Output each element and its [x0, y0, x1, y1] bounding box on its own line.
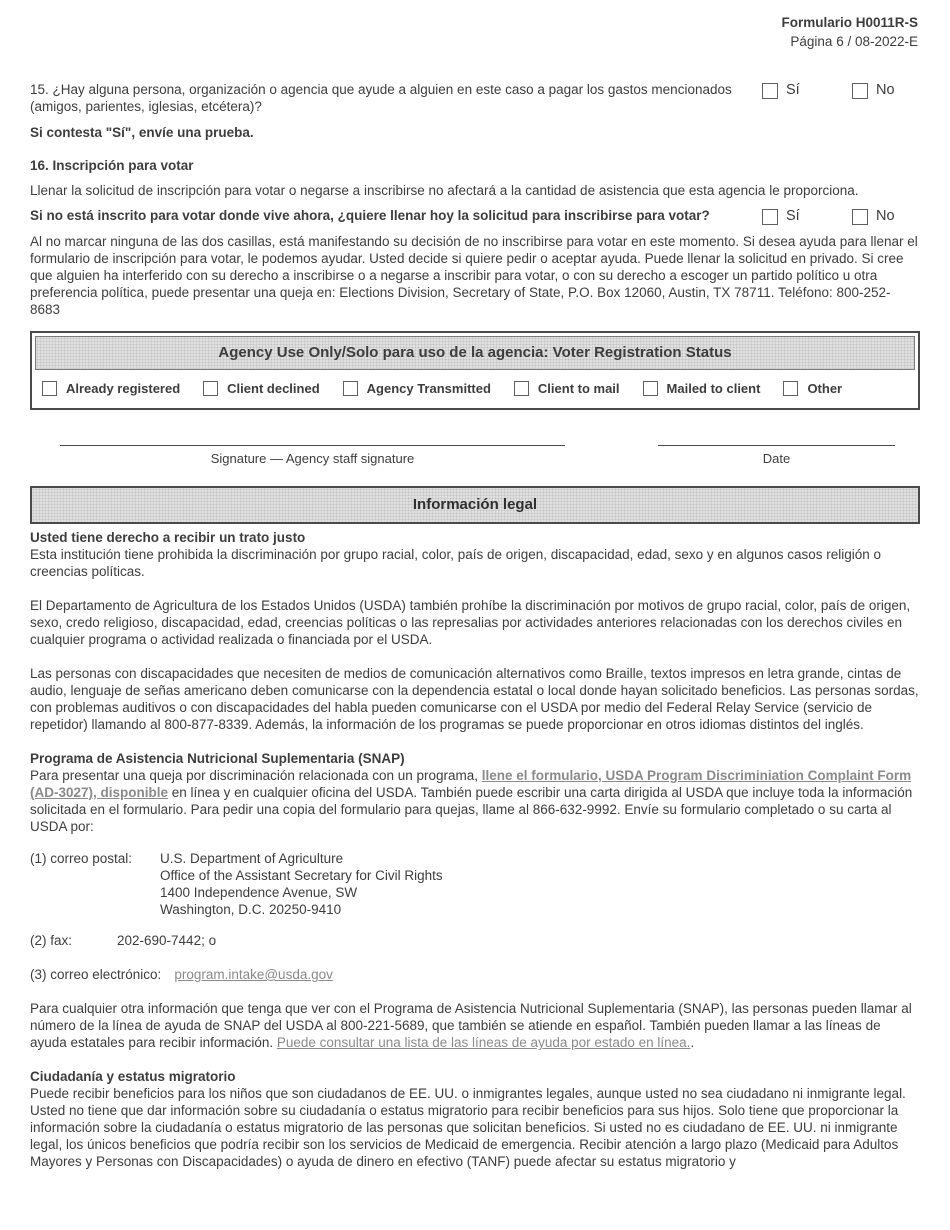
question-15-text: 15. ¿Hay alguna persona, organización o agencia que ayude a alguien en este caso a pagar los gastos mencionados (amigos, parientes, iglesias, etcétera)?: [30, 82, 732, 114]
other-label: Other: [807, 381, 843, 396]
snap-helpline-paragraph: [30, 1000, 920, 1051]
snap-heading: Programa de Asistencia Nutricional Suplementaria (SNAP): [30, 751, 405, 766]
legal-info-title: Información legal: [412, 496, 538, 513]
q16-note: Al no marcar ninguna de las dos casillas, está manifestando su decisión de no inscribirse para votar en este momento. Si desea ayuda para llenar el formulario de inscripción para votar, le podemos ayudar. Usted decide si quiere pedir o aceptar ayuda. Puede llenar la solicitud en privado. Si cree que alguien ha interferido con su derecho a inscribirse o a negarse a inscribir para votar, o con su derecho a escoger un partido político u otra preferencia política, puede presentar una queja en: Elections Division, Secretary of State, P.O. Box 12060, Austin, TX 78711. Teléfono: 800-252-8683: [30, 234, 918, 317]
q16-no-label: No: [876, 208, 895, 224]
date-block: [658, 445, 895, 467]
mailed-to-client-checkbox[interactable]: [643, 381, 658, 396]
client-to-mail-checkbox[interactable]: [514, 381, 529, 396]
q16-yes-label: Sí: [786, 208, 800, 224]
email-label: (3) correo electrónico:: [30, 967, 162, 982]
fax-label: (2) fax:: [30, 933, 73, 948]
q15-yes-checkbox[interactable]: [762, 83, 778, 99]
q16-yes-checkbox[interactable]: [762, 209, 778, 225]
page-header: [30, 14, 920, 50]
disability-access-paragraph: Las personas con discapacidades que necesiten de medios de comunicación alternativos como Braille, textos impresos en letra grande, cintas de audio, lenguaje de señas americano deben comunicarse con la dependencia estatal o local donde hayan solicitado beneficios. Las personas sordas, con problemas auditivos o con discapacidades del habla pueden comunicarse con el USDA por medio del Federal Relay Service (servicio de repetidor) llamando al 800-877-8339. Además, la información de los programas se puede proporcionar en otros idiomas distintos del inglés.: [30, 666, 919, 732]
mail-label: (1) correo postal:: [30, 851, 133, 866]
q15-yes-label: Sí: [786, 82, 800, 98]
mailed-to-client-label: Mailed to client: [666, 381, 761, 396]
q15-no-checkbox[interactable]: [852, 83, 868, 99]
client-to-mail-label: Client to mail: [537, 381, 620, 396]
snap-complaint-text-before: Para presentar una queja por discriminación relacionada con un programa,: [30, 768, 482, 783]
ad3027-form-link[interactable]: llene el formulario, USDA Program Discriminiation Complaint Form (AD-3027), disponible: [30, 768, 912, 800]
other-checkbox[interactable]: [783, 381, 798, 396]
q16-yes-option: [762, 208, 822, 225]
q16-heading: 16. Inscripción para votar: [30, 158, 194, 173]
snap-helpline-text-before: Para cualquier otra información que tenga que ver con el Programa de Asistencia Nutricional Suplementaria (SNAP), las personas pueden llamar al número de la línea de ayuda de SNAP del USDA al 800-221-5689, que también se atiende en español. También pueden llamar a las líneas de ayuda estatales para recibir información.: [30, 1001, 912, 1050]
usda-email-link[interactable]: program.intake@usda.gov: [174, 967, 333, 982]
date-caption: Date: [762, 451, 791, 466]
agency-box-title: Agency Use Only/Solo para uso de la agencia: Voter Registration Status: [35, 336, 915, 370]
citizenship-heading: Ciudadanía y estatus migratorio: [30, 1069, 236, 1084]
fax-row: [30, 932, 920, 949]
usda-discrimination-paragraph: El Departamento de Agricultura de los Estados Unidos (USDA) también prohíbe la discriminación por motivos de grupo racial, color, país de origen, sexo, credo religioso, discapacidad, edad, creencias políticas o las represalias por actividades anteriores relacionadas con los derechos civiles en cualquier programa o actividad realizada o financiada por el USDA.: [30, 598, 911, 647]
mail-address-line: U.S. Department of Agriculture: [160, 851, 344, 866]
fax-number: 202-690-7442; o: [117, 933, 217, 948]
mail-address-line: 1400 Independence Avenue, SW: [160, 885, 358, 900]
snap-helpline-text-after: .: [690, 1035, 695, 1050]
already-registered-checkbox[interactable]: [42, 381, 57, 396]
mail-address-line: Office of the Assistant Secretary for Civil Rights: [160, 868, 443, 883]
q15-proof-note: Si contesta "Sí", envíe una prueba.: [30, 125, 254, 140]
form-number: Formulario H0011R-S: [781, 15, 918, 30]
client-declined-label: Client declined: [227, 381, 320, 396]
legal-info-bar: [30, 486, 920, 524]
question-16-text: Si no está inscrito para votar donde vive ahora, ¿quiere llenar hoy la solicitud para inscribirse para votar?: [30, 208, 710, 223]
signature-section: [30, 445, 920, 467]
option-client-to-mail: [514, 380, 620, 397]
question-16-answers: [762, 207, 920, 225]
q15-yes-option: [762, 82, 822, 99]
fair-treatment-heading: Usted tiene derecho a recibir un trato justo: [30, 530, 306, 545]
mail-address-line: Washington, D.C. 20250-9410: [160, 902, 342, 917]
snap-complaint-paragraph: [30, 767, 920, 835]
signature-block: [60, 445, 565, 467]
mail-address-lines: [133, 850, 443, 918]
option-other: [783, 380, 842, 397]
option-mailed-to-client: [643, 380, 761, 397]
state-helpline-list-link[interactable]: Puede consultar una lista de las líneas de ayuda por estado en línea.: [276, 1035, 691, 1050]
option-already-registered: [42, 380, 180, 397]
q15-no-option: [852, 82, 912, 99]
agency-use-only-box: [30, 331, 920, 410]
agency-box-options: [32, 370, 918, 408]
agency-transmitted-label: Agency Transmitted: [366, 381, 491, 396]
agency-transmitted-checkbox[interactable]: [343, 381, 358, 396]
date-line[interactable]: [658, 445, 895, 446]
citizenship-paragraph: Puede recibir beneficios para los niños que son ciudadanos de EE. UU. o inmigrantes legales, aunque usted no sea ciudadano ni inmigrante legal. Usted no tiene que dar información sobre su ciudadanía o estatus migratorio para recibir beneficios para sus hijos. Solo tiene que proporcionar la información sobre la ciudadanía o estatus migratorio de las personas que solicitan beneficios. Si usted no es ciudadano de EE. UU. ni inmigrante legal, los únicos beneficios que podría recibir son los servicios de Medicaid de emergencia. Recibir atención a largo plazo (Medicaid para Adultos Mayores y Personas con Discapacidades) o ayuda de dinero en efectivo (TANF) puede afectar su estatus migratorio y: [30, 1086, 906, 1169]
question-15-row: [30, 81, 920, 115]
signature-line[interactable]: [60, 445, 565, 446]
page-number: Página 6 / 08-2022-E: [790, 34, 918, 49]
client-declined-checkbox[interactable]: [203, 381, 218, 396]
q15-no-label: No: [876, 82, 895, 98]
snap-complaint-text-after: en línea y en cualquier oficina del USDA. También puede escribir una carta dirigida al USDA que incluye toda la información solicitada en el formulario. Para pedir una copia del formulario para quejas, llame al 866-632-9992. Envíe su formulario completado o su carta al USDA por:: [30, 785, 913, 834]
option-agency-transmitted: [343, 380, 491, 397]
already-registered-label: Already registered: [66, 381, 181, 396]
email-row: [30, 966, 920, 983]
signature-caption: Signature — Agency staff signature: [210, 451, 415, 466]
question-15-answers: [762, 81, 920, 99]
option-client-declined: [203, 380, 319, 397]
question-16-row: [30, 207, 920, 225]
q16-no-option: [852, 208, 912, 225]
q16-intro: Llenar la solicitud de inscripción para votar o negarse a inscribirse no afectará a la cantidad de asistencia que esta agencia le proporciona.: [30, 183, 859, 198]
mail-address-row: [30, 850, 920, 918]
q16-no-checkbox[interactable]: [852, 209, 868, 225]
fair-treatment-paragraph: Esta institución tiene prohibida la discriminación por grupo racial, color, país de origen, discapacidad, edad, sexo y en algunos casos religión o creencias políticas.: [30, 547, 882, 579]
